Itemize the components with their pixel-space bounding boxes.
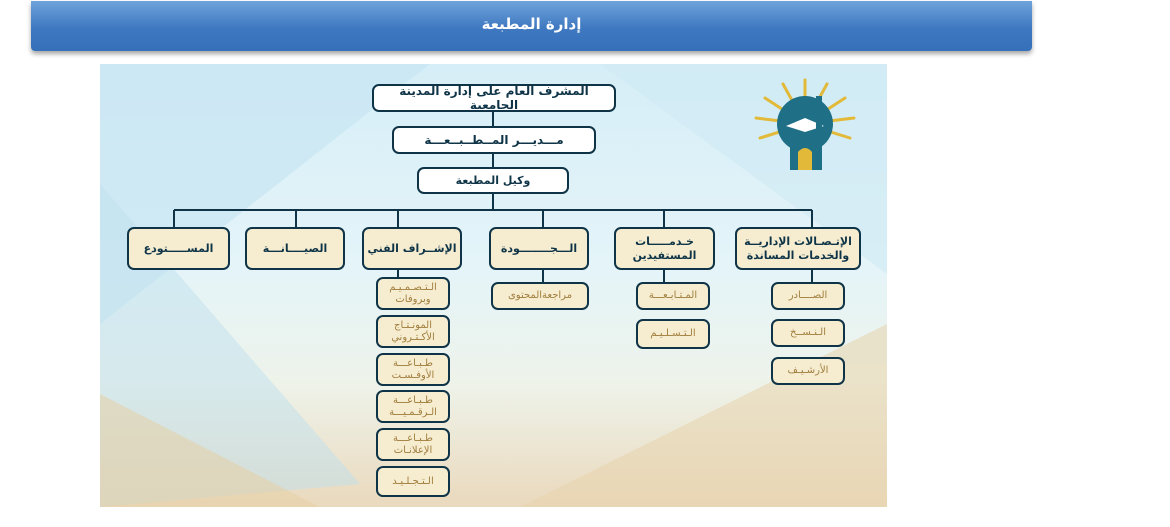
page-header bbox=[31, 1, 1032, 51]
university-emblem-icon bbox=[750, 74, 860, 174]
dept-technical: الإشــراف الفني bbox=[362, 227, 462, 270]
unit-content-review: مراجعةالمحتوى bbox=[491, 282, 589, 310]
unit-electronic-montage: المونـتـاج الأكـتـروني bbox=[376, 315, 450, 348]
unit-delivery: الـتـسـلـيـم bbox=[636, 319, 710, 349]
dept-admin-comm: الإتـصـالات الإداريــة والخدمات المساندة bbox=[735, 227, 861, 270]
manager-box: مـــديـــر المــطــبــعـــة bbox=[392, 126, 596, 154]
deputy-box: وكيل المطبعة bbox=[417, 167, 569, 194]
unit-offset-printing: طـبـاعـــة الأوفـسـت bbox=[376, 353, 450, 386]
supervisor-box: المشرف العام على إدارة المدينة الجامعية bbox=[372, 84, 616, 112]
dept-warehouse: المســـــتودع bbox=[127, 227, 230, 270]
dept-beneficiary: خـدمـــــات المستفيدين bbox=[614, 227, 715, 270]
org-chart bbox=[100, 64, 887, 507]
unit-digital-printing: طـبـاعـــة الـرقـمـيـــة bbox=[376, 390, 450, 423]
unit-followup: المـتـابـعـــة bbox=[636, 282, 710, 310]
unit-copying: الـنـســخ bbox=[771, 319, 845, 347]
unit-archive: الأرشـيـف bbox=[771, 357, 845, 385]
dept-maintenance: الصيــــانـــة bbox=[245, 227, 345, 270]
unit-outgoing: الصــــادر bbox=[771, 282, 845, 310]
dept-quality: الـــجــــــــودة bbox=[489, 227, 589, 270]
page-title: إدارة المطبعة bbox=[481, 15, 582, 33]
unit-ads-printing: طـبـاعـــة الإعلانـات bbox=[376, 428, 450, 461]
unit-design-proofs: الـتـصـمـيـم وبروفات bbox=[376, 277, 450, 310]
unit-binding: الـتـجـلـيـد bbox=[376, 466, 450, 497]
